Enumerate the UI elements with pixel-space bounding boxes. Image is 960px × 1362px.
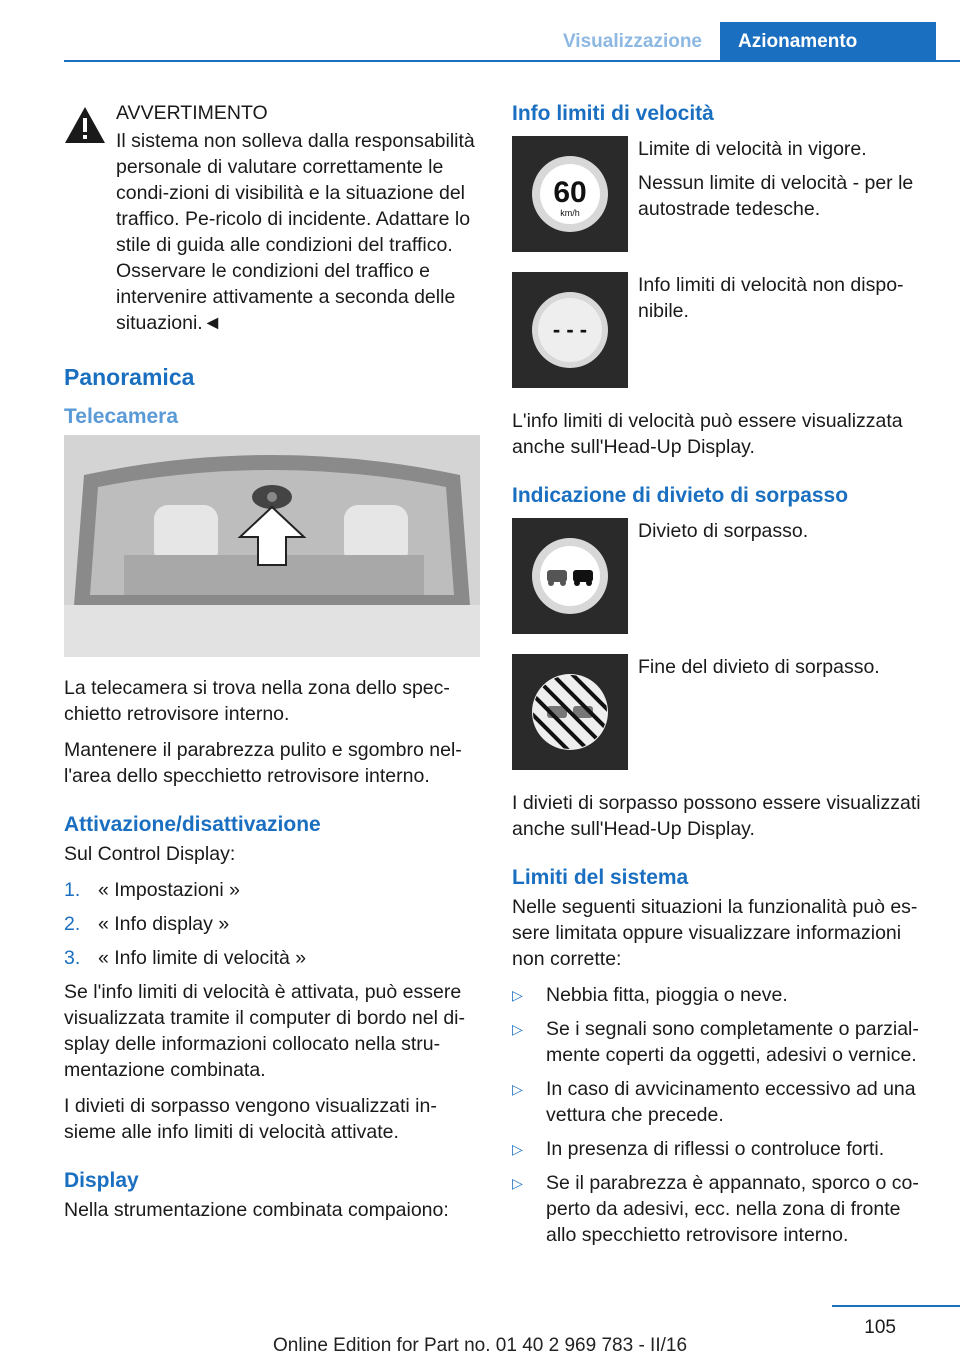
- sign-dashes: - - -: [552, 317, 588, 342]
- step-number: 1.: [64, 879, 81, 901]
- sign-description: [638, 272, 926, 388]
- list-item: [64, 945, 480, 971]
- paragraph-sul-control: Sul Control Display:: [64, 843, 236, 865]
- list-item: [512, 1170, 926, 1248]
- step-number: 3.: [64, 947, 81, 969]
- sign-text: Nessun limite di velocità - per le autostrade tedesche.: [638, 172, 914, 220]
- bullet-icon: ▷: [512, 1021, 523, 1037]
- sign-text: Fine del divieto di sorpasso.: [638, 656, 880, 678]
- list-item: [64, 877, 480, 903]
- heading-info-limiti: Info limiti di velocità: [512, 102, 714, 125]
- rear-window-illustration: [64, 435, 480, 657]
- sign-text: Limite di velocità in vigore.: [638, 138, 867, 160]
- paragraph-keep-clean: Mantenere il parabrezza pulito e sgombro nel-l'area dello specchietto retrovisore interno.: [64, 739, 462, 787]
- paragraph-hud1: L'info limiti di velocità può essere visualizzata anche sull'Head-Up Display.: [512, 410, 903, 458]
- warning-block: [64, 100, 480, 336]
- steps-list: [64, 877, 480, 971]
- end-no-overtaking-icon: [530, 672, 610, 752]
- paragraph-camera-location: La telecamera si trova nella zona dello spec-chietto retrovisore interno.: [64, 677, 450, 725]
- bullet-text: Se i segnali sono completamente o parzial-mente coperti da oggetti, adesivi o vernice.: [546, 1018, 919, 1066]
- edition-label: Online Edition for Part no. 01 40 2 969 783 - II/16: [272, 1335, 688, 1356]
- tab-azionamento[interactable]: Azionamento: [720, 22, 936, 62]
- tab-visualizzazione[interactable]: Visualizzazione: [562, 31, 702, 52]
- sign-description: [638, 136, 926, 252]
- bullet-icon: ▷: [512, 987, 523, 1003]
- paragraph-se-info: Se l'info limiti di velocità è attivata, può essere visualizzata tramite il computer di bordo nel di-splay delle informazioni collocato nella stru-mentazione combinata.: [64, 981, 466, 1081]
- bullet-text: Nebbia fitta, pioggia o neve.: [546, 984, 788, 1006]
- heading-divieto: Indicazione di divieto di sorpasso: [512, 484, 849, 507]
- heading-limiti: Limiti del sistema: [512, 866, 689, 889]
- sign-unit: km/h: [560, 208, 580, 218]
- step-number: 2.: [64, 913, 81, 935]
- heading-display: Display: [64, 1169, 139, 1192]
- warning-title: AVVERTIMENTO: [116, 102, 268, 124]
- right-column: [512, 100, 926, 1256]
- paragraph-nella: Nella strumentazione combinata compaiono:: [64, 1199, 449, 1221]
- bullet-icon: ▷: [512, 1175, 523, 1191]
- limits-list: [512, 982, 926, 1248]
- step-text: « Info limite di velocità »: [98, 947, 307, 969]
- paragraph-nelle: Nelle seguenti situazioni la funzionalità può es-sere limitata oppure visualizzare informazioni non corrette:: [512, 896, 918, 970]
- unavailable-sign: [512, 272, 628, 388]
- sign-row-end-no-overtaking: [512, 654, 926, 770]
- warning-icon: [64, 106, 106, 144]
- list-item: [512, 982, 926, 1008]
- bullet-text: In caso di avvicinamento eccessivo ad una vettura che precede.: [546, 1078, 916, 1126]
- end-no-overtaking-sign: [512, 654, 628, 770]
- sign-row-unavailable: [512, 272, 926, 388]
- no-overtaking-icon: [530, 536, 610, 616]
- sign-number: 60: [553, 176, 587, 209]
- list-item: [64, 911, 480, 937]
- paragraph-hud2: I divieti di sorpasso possono essere visualizzati anche sull'Head-Up Display.: [512, 792, 921, 840]
- list-item: [512, 1136, 926, 1162]
- step-text: « Impostazioni »: [98, 879, 240, 901]
- paragraph-divieti: I divieti di sorpasso vengono visualizzati in-sieme alle info limiti di velocità attivate.: [64, 1095, 437, 1143]
- step-text: « Info display »: [98, 913, 230, 935]
- bullet-text: In presenza di riflessi o controluce forti.: [546, 1138, 885, 1160]
- sign-description: [638, 518, 808, 634]
- left-column: [64, 100, 480, 1233]
- heading-panoramica: Panoramica: [64, 364, 195, 390]
- list-item: [512, 1016, 926, 1068]
- warning-text: Il sistema non solleva dalla responsabilità personale di valutare correttamente le condi-zioni di visibilità e la situazione del traffico. Pe-ricolo di incidente. Adattare lo stile di guida alle condizioni del traffico. Osservare le condizioni del traffico e intervenire attivamente a seconda delle situazioni.◄: [116, 130, 475, 334]
- heading-telecamera: Telecamera: [64, 405, 179, 428]
- bullet-icon: ▷: [512, 1141, 523, 1157]
- page-header: [64, 22, 960, 62]
- bullet-text: Se il parabrezza è appannato, sporco o co-perto da adesivi, ecc. nella zona di fronte allo specchietto retrovisore interno.: [546, 1172, 919, 1246]
- bullet-icon: ▷: [512, 1081, 523, 1097]
- speed-limit-60-icon: [530, 154, 610, 234]
- camera-photo: [64, 435, 480, 657]
- sign-text: Divieto di sorpasso.: [638, 520, 809, 542]
- sign-row-no-overtaking: [512, 518, 926, 634]
- heading-attivazione: Attivazione/disattivazione: [64, 813, 321, 836]
- sign-text: Info limiti di velocità non dispo-nibile.: [638, 274, 904, 322]
- no-info-icon: [530, 290, 610, 370]
- page-number: 105: [864, 1317, 896, 1338]
- speed-limit-sign: [512, 136, 628, 252]
- footer-divider: [832, 1305, 960, 1307]
- sign-row-speed-limit: [512, 136, 926, 252]
- list-item: [512, 1076, 926, 1128]
- no-overtaking-sign: [512, 518, 628, 634]
- sign-description: [638, 654, 880, 770]
